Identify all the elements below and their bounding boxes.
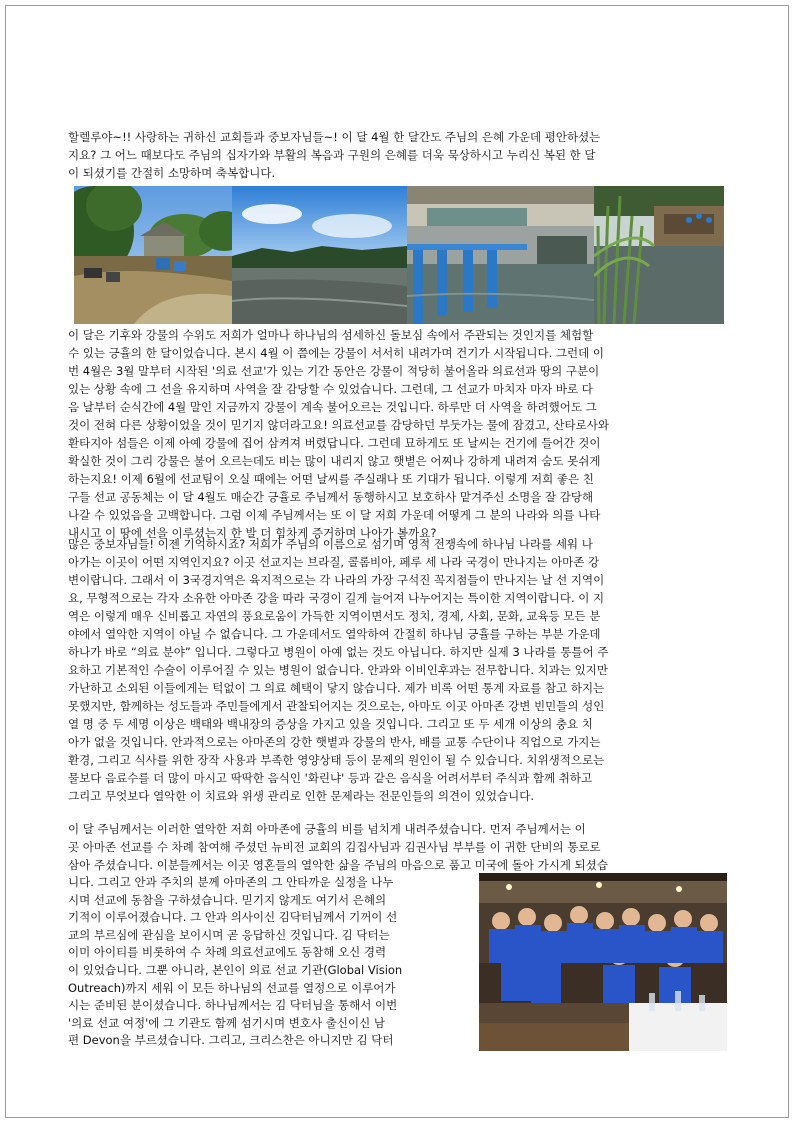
text-line: 수 있는 긍휼의 한 달이었습니다. 본시 4월 이 쯤에는 강물이 서서히 내려가며 건기가 시작됩니다. 그런데 이 xyxy=(68,346,605,360)
text-line: 시며 선교에 동참을 구하셨습니다. 믿기지 않게도 여기서 은혜의 xyxy=(68,892,387,907)
text-line: 시는 준비된 분이셨습니다. 하나님께서는 김 닥터님을 통해서 이번 xyxy=(68,998,398,1013)
text-line: 이 되셨기를 간절히 소망하며 축복합니다. xyxy=(68,166,276,180)
text-line: 하는지요! 이제 6월에 선교팀이 오실 때에는 어떤 날씨를 주실래나 또 기대가 됩니다. 이렇게 저희 좋은 친 xyxy=(68,472,594,486)
text-line: 할렐루야~!! 사랑하는 귀하신 교회들과 중보자님들~! 이 달 4월 한 달간도 주님의 은혜 가운데 평안하셨는 xyxy=(68,130,601,144)
text-line: 것이 전혀 다른 상황이었을 것이 믿기지 않더라고요! 의료선교를 감당하던 부둣가는 물에 잠겼고, 산타로사와 xyxy=(68,418,609,432)
text-line: 번 4월은 3월 말부터 시작된 '의료 선교'가 있는 기간 동안은 강물이 적당히 불어올라 의료선과 땅의 구분이 xyxy=(68,364,600,378)
team-paragraph-continued xyxy=(68,874,463,1050)
text-line: 내시고 이 땅에 선을 이루셨는지 한 발 더 힘차게 증거하며 나아가 볼까요? xyxy=(68,526,437,540)
text-line: 니다. 그리고 안과 주치의 분께 아마존의 그 안타까운 실정을 나누 xyxy=(68,875,394,889)
text-line: 야에서 열악한 지역이 아닐 수 없습니다. 그 가운데서도 열악하여 간절히 하나님 긍휼를 구하는 부분 가운데 xyxy=(68,627,601,641)
text-line: 요, 무형적으로는 각자 소유한 아마존 강을 따라 국경이 길게 늘어져 나누어지는 특이한 지역이랍니다. 이 지 xyxy=(68,591,605,605)
village-riverbank-photo xyxy=(74,186,232,324)
text-line: 못했지만, 함께하는 성도들과 주민들에게서 관찰되어지는 것으로는, 아마도 이곳 아마존 강변 빈민들의 성인 xyxy=(68,699,605,713)
text-line: 편 Devon을 부르셨습니다. 그리고, 크리스찬은 아니지만 김 닥터 xyxy=(68,1033,394,1048)
intro-paragraph xyxy=(68,128,726,182)
text-line: 열 명 중 두 세명 이상은 백태와 백내장의 증상을 가지고 있을 것입니다. 그리고 또 두 세개 이상의 충요 치 xyxy=(68,717,593,731)
region-paragraph xyxy=(68,535,726,805)
text-line: 음 날부터 순식간에 4월 말인 지금까지 강물이 계속 불어오르는 것입니다. 하루만 더 사역을 하려했어도 그 xyxy=(68,400,597,414)
text-line: '의료 선교 여정'에 그 기관도 함께 섬기시며 변호사 출신이신 남 xyxy=(68,1015,385,1030)
text-line: 물보다 음료수를 더 많이 마시고 딱딱한 음식인 '화린냐' 등과 같은 음식을 어려서부터 주식과 함께 취하고 xyxy=(68,771,593,785)
text-line: 삼아 주셨습니다. 이분들께서는 이곳 영혼들의 열악한 삶을 주님의 마음으로 품고 미국에 돌아 가시게 되셨습 xyxy=(68,858,608,872)
text-line: 환타지아 섬들은 이제 아예 강물에 집어 삼켜져 버렸답니다. 그런데 묘하게도 또 날씨는 건기에 들어간 것이 xyxy=(68,436,601,450)
text-line: 지요? 그 어느 때보다도 주님의 십자가와 부활의 복음과 구원의 은혜를 더욱 묵상하시고 누리신 복된 한 달 xyxy=(68,148,596,162)
text-line: 확실한 것이 그리 강물은 불어 오르는데도 비는 많이 내리지 않고 햇볕은 어찌나 강하게 내려져 숨도 못쉬게 xyxy=(68,454,601,468)
text-line: 변이랍니다. 그래서 이 3국경지역은 육지적으로는 각 나라의 가장 구석진 꼭지점들이 만나지는 날 선 지역이 xyxy=(68,573,605,587)
text-line: 교의 부르심에 관심을 보이시며 곧 응답하신 것입니다. 김 닥터는 xyxy=(68,927,390,942)
team-paragraph xyxy=(68,820,726,874)
text-line: 구들 선교 공동체는 이 달 4월도 매순간 긍휼로 주님께서 동행하시고 보호하사 맡겨주신 소명을 잘 감당해 xyxy=(68,490,594,504)
text-line: 그리고 무엇보다 열악한 이 치료와 위생 관리로 인한 문제라는 전문인들의 의견이 있었습니다. xyxy=(68,789,535,803)
riverside-plants-photo xyxy=(594,186,724,324)
text-line: 환경, 그리고 식사를 위한 장작 사용과 부족한 영양상태 등이 문제의 원인이 될 수 있습니다. 치위생적으로는 xyxy=(68,753,605,767)
mission-team-group-photo xyxy=(479,873,727,1051)
river-paragraph xyxy=(68,326,726,542)
text-line: 곳 아마존 선교를 수 차례 참여해 주셨던 뉴비전 교회의 김집사님과 김권사님 부부를 이 귀한 단비의 통로로 xyxy=(68,840,601,854)
photo-strip xyxy=(74,186,724,324)
text-line: 나갈 수 있었음을 고백합니다. 그럼 이제 주님께서는 또 이 달 저희 가운데 어떻게 그 분의 나라와 의를 나타 xyxy=(68,508,601,522)
text-line: 이 있었습니다. 그뿐 아니라, 본인이 의료 선교 기관(Global Vision xyxy=(68,962,403,977)
text-line: 많은 중보자님들! 이젠 기억하시죠? 저희가 주님의 이름으로 섬기며 영적 전쟁속에 하나님 나라를 세워 나 xyxy=(68,537,593,551)
text-line: 있는 상황 속에 그 선을 유지하며 사역을 잘 감당할 수 있었습니다. 그런데, 그 선교가 마치자 마자 바로 다 xyxy=(68,382,593,396)
text-line: 이미 아이티를 비롯하여 수 차례 의료선교에도 동참해 오신 경력 xyxy=(68,945,387,960)
text-line: Outreach)까지 세워 이 모든 하나님의 선교를 열정으로 이루어가 xyxy=(68,980,396,995)
text-line: 아가 없을 것입니다. 안과적으로는 아마존의 강한 햇볕과 강물의 반사, 배를 교통 수단이나 직업으로 가지는 xyxy=(68,735,601,749)
text-line: 가난하고 소외된 이들에게는 턱없이 그 의료 혜택이 닿지 않습니다. 제가 비록 어떤 통계 자료를 참고 하지는 xyxy=(68,681,605,695)
text-line: 역은 이렇게 매우 신비롭고 자연의 풍요로움이 가득한 지역이면서도 정치, 경제, 사회, 문화, 교육등 모든 분 xyxy=(68,609,601,623)
text-line: 요하고 기본적인 수술이 이루어질 수 있는 병원이 없습니다. 안과와 이비인후과는 전무합니다. 치과는 있지만 xyxy=(68,663,608,677)
flooded-river-photo xyxy=(232,186,407,324)
text-line: 하나가 바로 “의료 분야” 입니다. 그렇다고 병원이 아예 없는 것도 아닙니다. 하지만 실제 3 나라를 통틀어 주 xyxy=(68,645,609,659)
text-line: 이 달은 기후와 강물의 수위도 저희가 얼마나 하나님의 섬세하신 돌보심 속에서 주관되는 것인지를 체험할 xyxy=(68,328,594,342)
flooded-dock-photo xyxy=(407,186,594,324)
text-line: 기적이 이루어졌습니다. 그 안과 의사이신 김닥터님께서 기꺼이 선 xyxy=(68,910,398,925)
text-line: 아가는 이곳이 어떤 지역인지요? 이곳 선교지는 브라질, 콜롬비아, 페루 세 나라 국경이 만나지는 아마존 강 xyxy=(68,555,600,569)
text-line: 이 달 주님께서는 이러한 열악한 저희 아마존에 긍휼의 비를 넘치게 내려주셨습니다. 먼저 주님께서는 이 xyxy=(68,822,586,836)
